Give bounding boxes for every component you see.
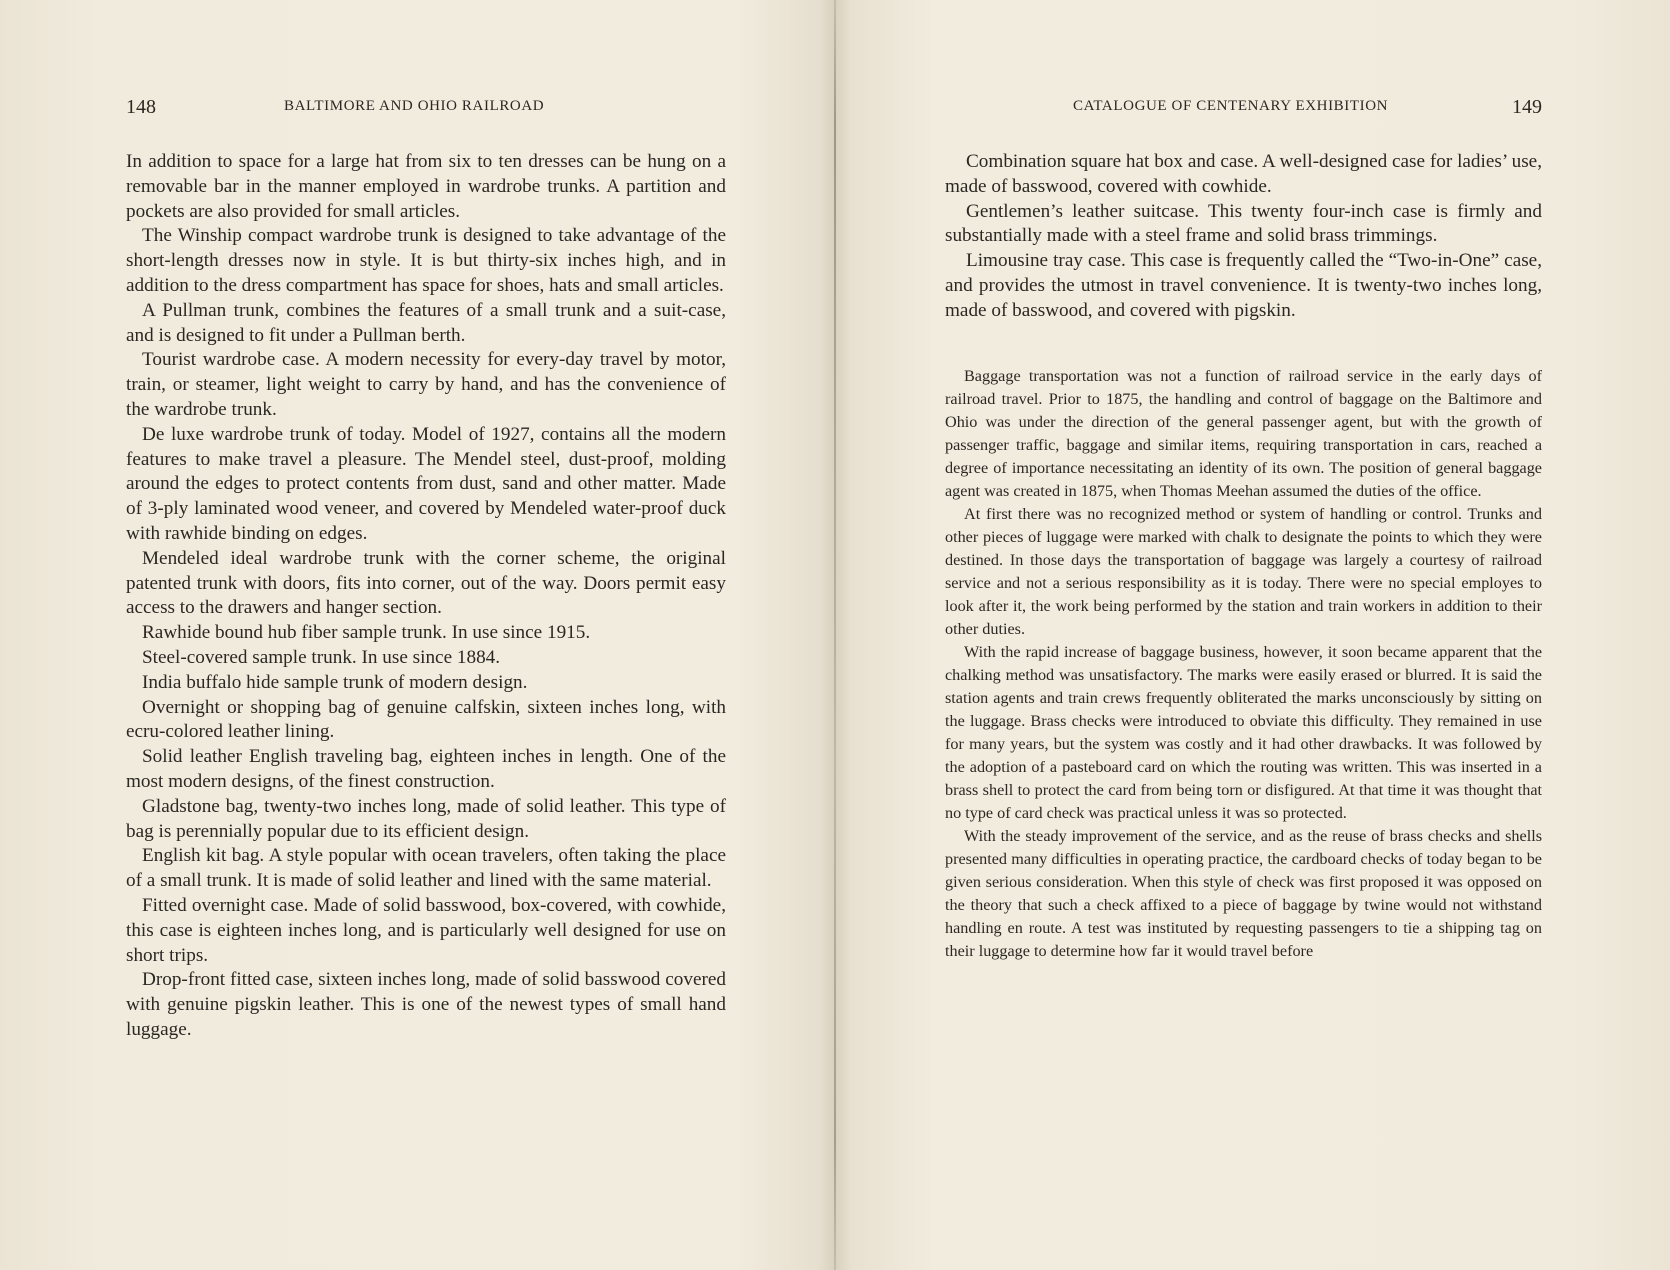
paragraph: Solid leather English traveling bag, eighteen inches in length. One of the most modern designs, of the finest construction.	[126, 746, 726, 792]
paragraph: Overnight or shopping bag of genuine calfskin, sixteen inches long, with ecru-colored leather lining.	[126, 696, 726, 743]
paragraph: Gentlemen’s leather suitcase. This twenty four-inch case is firmly and substantially made with a steel frame and solid brass trimmings.	[945, 200, 1542, 247]
paragraph: Gladstone bag, twenty-two inches long, made of solid leather. This type of bag is perennially popular due to its efficient design.	[126, 795, 726, 842]
paragraph: India buffalo hide sample trunk of modern design.	[142, 671, 528, 693]
paragraph: A Pullman trunk, combines the features of a small trunk and a suit-case, and is designed to fit under a Pullman berth.	[126, 299, 726, 346]
right-page	[945, 0, 1542, 1270]
paragraph: The Winship compact wardrobe trunk is designed to take advantage of the short-length dresses now in style. It is but thirty-six inches high, and in addition to the dress compartment has space for shoes, hats and small articles.	[126, 225, 726, 296]
paragraph: English kit bag. A style popular with ocean travelers, often taking the place of a small trunk. It is made of solid leather and lined with the same material.	[126, 845, 726, 892]
paragraph: Limousine tray case. This case is frequently called the “Two-in-One” case, and provides the utmost in travel convenience. It is twenty-two inches long, made of basswood, and covered with pigskin.	[945, 250, 1542, 321]
paragraph: In addition to space for a large hat from six to ten dresses can be hung on a removable bar in the manner employed in wardrobe trunks. A partition and pockets are also provided for small articles.	[126, 151, 726, 222]
left-running-title: BALTIMORE AND OHIO RAILROAD	[284, 98, 545, 114]
paragraph: Steel-covered sample trunk. In use since 1884.	[142, 646, 501, 668]
right-page-number: 149	[1512, 96, 1542, 118]
left-page	[126, 0, 726, 1270]
left-page-number: 148	[126, 96, 156, 118]
left-running-head	[126, 98, 726, 122]
left-body-text	[126, 150, 726, 1043]
paragraph: Rawhide bound hub fiber sample trunk. In use since 1915.	[142, 622, 591, 644]
paragraph: With the rapid increase of baggage business, however, it soon became apparent that the chalking method was unsatisfactory. The marks were easily erased or blurred. It is said the station agents and train crews frequently obliterated the marks unconsciously by sitting on the luggage. Brass checks were introduced to obviate this difficulty. They remained in use for many years, but the system was costly and it had other drawbacks. It was followed by the adoption of a pasteboard card on which the routing was written. This was inserted in a brass shell to protect the card from being torn or disfigured. At that time it was thought that no type of card check was practical unless it was so protected.	[945, 643, 1542, 822]
paragraph: Drop-front fitted case, sixteen inches long, made of solid basswood covered with genuine pigskin leather. This is one of the newest types of small hand luggage.	[126, 969, 726, 1040]
book-gutter	[834, 0, 836, 1270]
paragraph: Combination square hat box and case. A well-designed case for ladies’ use, made of basswood, covered with cowhide.	[945, 151, 1542, 197]
paragraph: De luxe wardrobe trunk of today. Model of 1927, contains all the modern features to make travel a pleasure. The Mendel steel, dust-proof, molding around the edges to protect contents from dust, sand and other matter. Made of 3-ply laminated wood veneer, and covered by Mendeled water-proof duck with rawhide binding on edges.	[126, 423, 726, 544]
right-running-head	[945, 98, 1542, 122]
paragraph: Mendeled ideal wardrobe trunk with the corner scheme, the original patented trunk with doors, fits into corner, out of the way. Doors permit easy access to the drawers and hanger section.	[126, 547, 726, 619]
paragraph: Fitted overnight case. Made of solid basswood, box-covered, with cowhide, this case is eighteen inches long, and is particularly well designed for use on short trips.	[126, 894, 726, 966]
paragraph: Baggage transportation was not a function of railroad service in the early days of railroad travel. Prior to 1875, the handling and control of baggage on the Baltimore and Ohio was under the direction of the general passenger agent, but with the growth of passenger traffic, baggage and similar items, requiring transportation in cars, reached a degree of importance necessitating an identity of its own. The position of general baggage agent was created in 1875, when Thomas Meehan assumed the duties of the office.	[945, 367, 1542, 500]
right-catalogue-entries	[945, 150, 1542, 324]
right-running-title: CATALOGUE OF CENTENARY EXHIBITION	[1073, 98, 1389, 114]
paragraph: Tourist wardrobe case. A modern necessity for every-day travel by motor, train, or steamer, light weight to carry by hand, and has the convenience of the wardrobe trunk.	[126, 349, 726, 420]
paragraph: With the steady improvement of the service, and as the reuse of brass checks and shells presented many difficulties in operating practice, the cardboard checks of today began to be given serious consideration. When this style of check was first proposed it was opposed on the theory that such a check affixed to a piece of baggage by twine would not withstand handling en route. A test was instituted by requesting passengers to tie a shipping tag on their luggage to determine how far it would travel before	[945, 827, 1542, 960]
right-narrative-text	[945, 365, 1542, 963]
paragraph: At first there was no recognized method or system of handling or control. Trunks and other pieces of luggage were marked with chalk to designate the points to which they were destined. In those days the transportation of baggage was largely a courtesy of railroad service and not a serious responsibility as it is today. There were no special employes to look after it, the work being performed by the station and train workers in addition to their other duties.	[945, 505, 1542, 638]
